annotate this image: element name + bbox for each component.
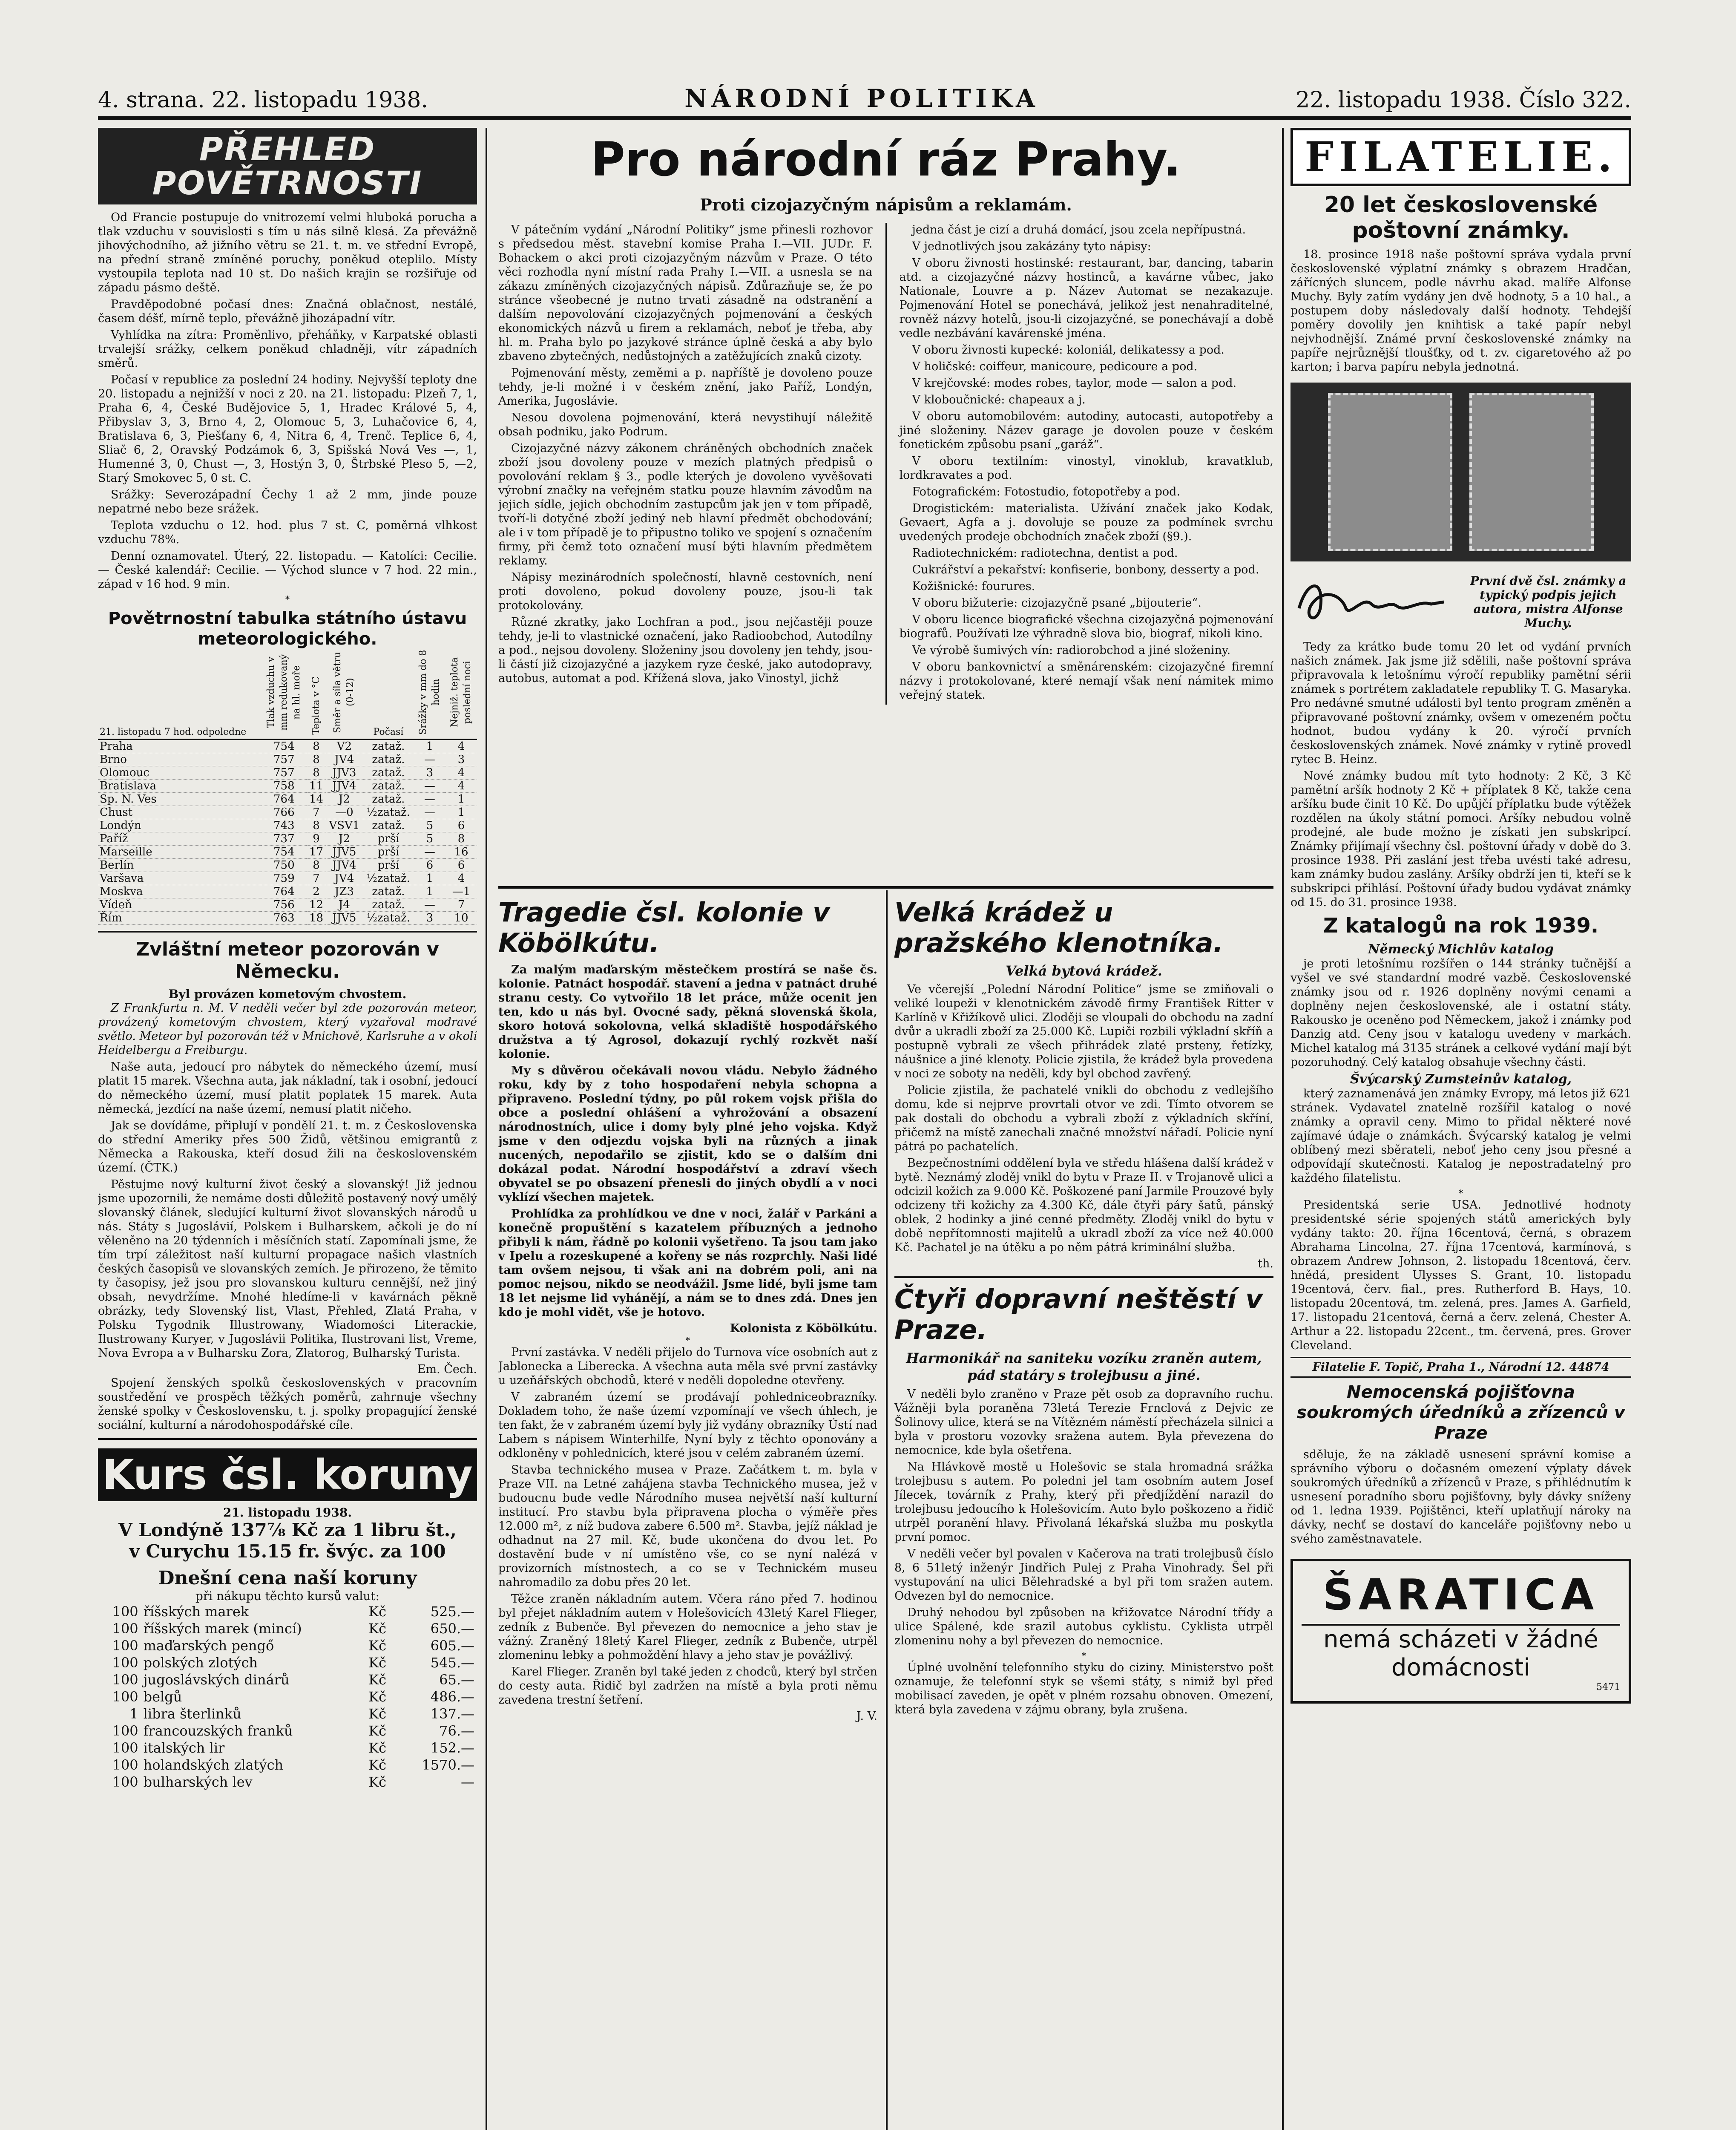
met-cell: 7	[445, 898, 477, 912]
header-right: 22. listopadu 1938. Číslo 322.	[1296, 87, 1631, 113]
main-para: jedna část je cizí a druhá domácí, jsou zcela nepřípustná.	[912, 223, 1246, 236]
currency-cell: jugoslávských dinárů	[143, 1672, 290, 1688]
met-cell: 763	[262, 912, 307, 925]
philately-para: Presidentská serie USA. Jednotlivé hodnoty presidentské série spojených států amerických byly vydány takto: 20. října 16centová, černá, s obrazem Abrahama Lincolna, 27. října 17centová, karmínová, s obrazem Andrew Johnson, 2. listopadu 18centová, červ. hnědá, president Ulysses S. Grant, 10. listopadu 19centová, červ. fial., pres. Rutherford B. Hays, 10. listopadu 20centová, tm. zelená, pres. James A. Garfield, 17. listopadu 21centová, černá a červ. zelená, Chester A. Arthur a 22. listopadu 22cent., tm. červená, pres. Grover Cleveland.	[1291, 1198, 1631, 1352]
met-table-row	[98, 885, 477, 898]
met-table-row	[98, 872, 477, 885]
colony-lead: My s důvěrou očekávali novou vládu. Nebylo žádného roku, kdy by z toho hospodaření nebyla schopna a připraveno. Poslední týdny, po půl rokem vojsk přišla do obce a poslední ohlášení a vyhrožování a obsazení národnostních, ulice i domy byly plné jeho vojska. Když jsme v den odjezdu vojska byli na různých a jinak nucených, nepodařilo se zjistit, kdo se o dalším dni dokázal podat. Národní hospodářství a zdraví všech obyvatel se po obsazení přenesli do jiných obydlí a v noci vyklízí všechen majetek.	[498, 1064, 877, 1204]
colony-signature-2: J. V.	[856, 1710, 877, 1723]
weather-banner: PŘEHLED POVĚTRNOSTI	[98, 128, 477, 204]
weather-para: Pravděpodobné počasí dnes: Značná oblačnost, nestálé, časem déšť, mírně teplo, převážně jihozápadní vítr.	[98, 298, 477, 325]
currency-cell: libra šterlinků	[143, 1706, 241, 1722]
currency-cell: 137.—	[430, 1706, 474, 1722]
met-cell: J2	[326, 832, 363, 846]
weather-para: Vyhlídka na zítra: Proměnlivo, přeháňky, v Karpatské oblasti trvalejší srážky, celkem poněkud chladněji, vítr západních směrů.	[98, 328, 477, 370]
met-cell: 756	[262, 898, 307, 912]
main-para: V oboru licence biografické všechna cizojazyčná pojmenování biografů. Používati lze výhradně slova bio, biograf, nikoli kino.	[899, 613, 1273, 640]
main-col-a	[498, 223, 873, 705]
currency-cell: 100	[112, 1672, 138, 1688]
main-para: Různé zkratky, jako Lochfran a pod., jsou nejčastěji pouze tehdy, je-li to vlastnické označení, jako Radioobchod, Autodílny a pod., nejsou dovoleny. Složeniny jsou dovoleny jen tehdy, jsou-li částí již cizojazyčné a jazykem ryze české, jako autodopravy, autobus, automat a pod. Křížená slova, jako Vinostyl, jichž	[498, 616, 873, 685]
main-para: V pátečním vydání „Národní Politiky“ jsme přinesli rozhovor s předsedou měst. stavební komise Praha I.—VII. JUDr. F. Bohackem o akci proti cizojazyčným názvům v Praze. O této věci rozhodla nyní místní rada Prahy I.—VII. a usnesla se na zákazu zmíněných cizojazyčných nápisů. Zdůrazňuje se, že po stránce všeobecné je nutno trvati zásadně na odstranění a dalším nepovolování cizojazyčných pojmenování a českých ekonomických názvů u firem a reklamách, neboť je třeba, aby hl. m. Praha bylo po jazykové stránce úplně česká a aby bylo zbaveno zbytečných, nedůstojných a zatěžujících znaků cizoty.	[498, 223, 873, 363]
currency-cell: Kč	[368, 1655, 387, 1671]
currency-cell: Kč	[368, 1689, 387, 1705]
stamps-photo	[1291, 383, 1631, 561]
met-cell: JJV4	[326, 780, 363, 793]
main-para: Drogistickém: materialista. Užívání značek jako Kodak, Gevaert, Agfa a j. dovoluje se pouze za podmínek svrchu uvedených prodeje obchodních značek zboží (§9.).	[899, 502, 1273, 543]
met-col-head: 21. listopadu 7 hod. odpoledne	[98, 653, 262, 740]
met-table-title: Povětrnostní tabulka státního ústavu meteorologického.	[108, 609, 467, 649]
currency-cell: francouzských franků	[143, 1723, 293, 1739]
insurance-title: Nemocenská pojišťovna soukromých úředníků a zřízenců v Praze	[1296, 1382, 1625, 1443]
met-col-head: Počasí	[363, 653, 414, 740]
met-cell: Berlín	[98, 859, 262, 872]
met-cell: Moskva	[98, 885, 262, 898]
theft-title: Velká krádež u pražského klenotníka.	[894, 897, 1224, 958]
main-para: V jednotlivých jsou zakázány tyto nápisy:	[912, 240, 1151, 253]
met-cell: V2	[326, 740, 363, 753]
met-cell: zataž.	[363, 819, 414, 832]
currency-cell: 525.—	[430, 1603, 474, 1620]
currency-title: Kurs čsl. koruny	[98, 1448, 477, 1501]
met-cell: 3	[414, 912, 445, 925]
met-cell: —1	[445, 885, 477, 898]
philately-heading: 20 let československé poštovní známky.	[1324, 192, 1598, 243]
colony-signature: Kolonista z Köbölkútu.	[730, 1322, 877, 1335]
met-cell: 6	[445, 819, 477, 832]
main-col-b	[900, 223, 1274, 705]
met-table-row	[98, 766, 477, 780]
column-rule	[886, 890, 888, 2130]
ad-brand: ŠARATICA	[1302, 1570, 1620, 1626]
met-cell: 1	[445, 806, 477, 819]
currency-cell: 100	[112, 1603, 138, 1620]
news-item: Naše auta, jedoucí pro nábytek do německého území, musí platit 15 marek. Všechna auta, jak nákladní, tak i osobní, jedoucí do německého území, musí platit poplatek 15 marek. Auta německá, jezdící na naše území, nemusí platit ničeho.	[98, 1060, 477, 1116]
news-signature: Em. Čech.	[417, 1363, 477, 1376]
currency-cell: Kč	[368, 1638, 387, 1654]
main-para: V oboru bankovnictví a směnárenském: cizojazyčné firemní názvy i protokolované, které nemají však není námitek mimo veřejný statek.	[899, 660, 1273, 702]
met-cell: Olomouc	[98, 766, 262, 780]
catalog-subheading: Německý Michlův katalog	[1368, 942, 1554, 957]
column-rule	[486, 128, 487, 2130]
currency-row	[98, 1688, 477, 1705]
met-cell: JJV5	[326, 912, 363, 925]
met-cell: 750	[262, 859, 307, 872]
met-table	[98, 650, 477, 925]
met-cell: JJV3	[326, 766, 363, 780]
currency-cell: —	[461, 1774, 474, 1790]
weather-para: Počasí v republice za poslední 24 hodiny. Nejvyšší teploty dne 20. listopadu a nejnižší v noci z 20. na 21. listopadu: Plzeň 7, 1, Praha 6, 4, České Budějovice 5, 1, Hradec Králové 5, 4, Přibyslav 3, 3, Brno 4, 2, Olomouc 5, 3, Luhačovice 6, 4, Bratislava 6, 3, Piešťany 6, 4, Nitra 6, 4, Trenč. Teplice 6, 4, Sliač 6, 2, Oravský Podzámok 6, 3, Spišská Nová Ves —, 1, Humenné 3, 0, Chust —, 3, Hostýn 3, 0, Štrbské Pleso 5, —2, Starý Smokovec 5, 0 st. C.	[98, 373, 477, 485]
ad-code: 5471	[1596, 1682, 1620, 1692]
currency-cell: holandských zlatých	[143, 1757, 284, 1773]
currency-row	[98, 1603, 477, 1620]
met-cell: prší	[363, 832, 414, 846]
accidents-para: V neděli večer byl povalen v Kačerova na trati trolejbusů číslo 8, 6 51letý inženýr Jindřich Pulej z Praha Vinohrady. Šel při vystupování na ulici Bělehradské a byl při tom sražen autem. Odvezen byl do nemocnice.	[894, 1547, 1273, 1603]
stamp-image	[1469, 393, 1594, 551]
currency-cell: Kč	[368, 1621, 387, 1637]
mucha-signature	[1291, 570, 1452, 634]
meteor-title: Zvláštní meteor pozorován v Německu.	[136, 938, 439, 982]
met-cell: 8	[307, 766, 326, 780]
currency-row	[98, 1739, 477, 1756]
met-cell: 7	[307, 806, 326, 819]
currency-cell: 545.—	[430, 1655, 474, 1671]
weather-column: PŘEHLED POVĚTRNOSTI Od Francie postupuje do vnitrozemí velmi hluboká porucha a tlak vzduchu v souvislosti s tím u nás silně klesá. Za převážně jihovýchodního, až jižního větru se 21. t. m. ve střední Evropě, na přední straně zmíněné poruchy, poněkud oteplilo. Místy vystoupila teplota nad 10 st. Do našich krajin se rozšiřuje od západu pásmo deště. Pravděpodobné počasí dnes: Značná oblačnost, nestálé, časem déšť, mírně teplo, převážně jihozápadní vítr. Vyhlídka na zítra: Proměnlivo, přeháňky, v Karpatské oblasti trvalejší srážky, celkem poněkud chladněji, vítr západních směrů. Počasí v republice za poslední 24 hodiny. Nejvyšší teploty dne 20. listopadu a nejnižší v noci z 20. na 21. listopadu: Plzeň 7, 1, Praha 6, 4, České Budějovice 5, 1, Hradec Králové 5, 4, Přibyslav 3, 3, Brno 4, 2, Olomouc 5, 3, Luhačovice 6, 4, Bratislava 6, 3, Piešťany 6, 4, Nitra 6, 4, Trenč. Teplice 6, 4, Sliač 6, 2, Oravský Podzámok 6, 3, Spišská Nová Ves —, 1, Humenné 3, 0, Chust —, 3, Hostýn 3, 0, Štrbské Pleso 5, —2, Starý Smokovec 5, 0 st. C. Srážky: Severozápadní Čechy 1 až 2 mm, jinde pouze nepatrné nebo beze srážek. Teplota vzduchu o 12. hod. plus 7 st. C, poměrná vlhkost vzduchu 78%. Denní oznamovatel. Úterý, 22. listopadu. — Katolíci: Cecilie. — České kalendář: Cecilie. — Východ slunce v 7 hod. 22 min., západ v 16 hod. 9 min. * Povětrnostní tabulka státního ústavu meteorologického. 21. listopadu 7 hod. odpoledne Tlak vzduchu v mm redukovaný na hl. moře Teplota v °C Směr a síla větru (0-12) Počasí Srážky v mm do 8 hodin Nejniž. teplota poslední noci Praha 754 8 V2 zataž. 1 4 Brno 757 8 JV4 zataž. — 3 Olomouc 757 8 JJV3 zataž. 3 4 Bratislava 758 11 JJV4 zataž. — 4 Sp. N. Ves 764 14 J2 zataž. — 1 Chust 766 7 —0 ½zataž. — 1 Londýn 743 8 VSV1 zataž. 5 6 Paříž 737 9 J2 prší 5 8 Marseille 754 17 JJV5 prší — 16 Berlín 750 8 JJV4 prší 6 6 Varšava 759 7 JV4 ½zataž. 1 4 Moskva 764 2 JZ3 zataž. 1 —1 Vídeň 756 12 J4 zataž. — 7 Řím 763 18 JJV5 ½zataž. 3 10 Zvláštní meteor pozorován v Německu. Byl provázen kometovým chvostem. Z Frankfurtu n. M. V neděli večer byl zde pozorován meteor, provázený kometovým chvostem, který vyzařoval modravé světlo. Meteor byl pozorován též v Mnichově, Karlsruhe a v okolí Heidelbergu a Freiburgu. Naše auta, jedoucí pro nábytek do německého území, musí platit 15 marek. Všechna auta, jak nákladní, tak i osobní, jedoucí do německého území, musí platit poplatek 15 marek. Auta německá, jezdící na naše území, nemusí platit ničeho. Jak se dovídáme, připlují v pondělí 21. t. m. z Československa do střední Ameriky přes 500 Židů, většinou emigrantů z Německa a Rakouska, kteří dosud žili na československém území. (ČTK.) Pěstujme nový kulturní život český a slovanský! Již jednou jsme upozornili, že nemáme dosti důležitě postavený nový umělý slovanský článek, sledující kulturní život slovanských národů u nás. Státy s Jugoslávií, Polskem i Bulharskem, ačkoli je do ní věleněno na 20 týdenních i měsíčních statí. Zapomínali jsme, že tím trpí záležitost naší kulturní propagace našich vlastních českých časopisů ve slovanských zemích. Je přirozeno, že těmito ty časopisy, jež jsou pro slovanskou kulturu cennější, než jiný obsah, nevydržíme. Mnohé hledíme-li v kavárnách pěkně obrázky, tedy Slovenský list, Vlast, Přehled, Zlatá Praha, v Polsku Tygodnik Illustrowany, Wiadomości Literackie, Ilustrowany Kuryer, v Jugoslávii Politika, Ilustrovani list, Vreme, Nova Evropa a v Bulharsku Zora, Zlatorog, Bulharský Turista. Em. Čech. Spojení ženských spolků československých v pracovním soustředění ve prospěch těžkých poměrů, zahrnuje všechny ženské spolky v Československu, t. j. spolky propagující ženské sociální, kulturní a národohospodářské cíle. Kurs čsl. koruny 21. listopadu 1938. V Londýně 137⅞ Kč za 1 libru št., v Curychu 15.15 fr. švýc. za 100 Dnešní cena naší koruny při nákupu těchto kursů valut: 100 říšských marek Kč 525.— 100 říšských marek (mincí) Kč 650.— 100 maďarských pengő Kč 605.— 100 polských zlotých Kč 545.— 100 jugoslávských dinárů Kč 65.— 100 belgů Kč 486.— 1 libra šterlinků Kč 137.— 100 francouzských franků Kč 76.— 100 italských lir Kč 152.— 100 holandských zlatých Kč 1570.— 100 bulharských lev Kč —	[98, 128, 477, 2130]
met-cell: 754	[262, 846, 307, 859]
main-para: Kožišnické: fourures.	[912, 580, 1035, 593]
met-cell: prší	[363, 846, 414, 859]
met-cell: zataž.	[363, 793, 414, 806]
met-cell: Chust	[98, 806, 262, 819]
met-cell: prší	[363, 859, 414, 872]
currency-zurich: v Curychu 15.15 fr. švýc. za 100	[129, 1541, 446, 1562]
met-table-row	[98, 859, 477, 872]
met-cell: 759	[262, 872, 307, 885]
weather-para: Denní oznamovatel. Úterý, 22. listopadu. — Katolíci: Cecilie. — České kalendář: Cecilie. — Východ slunce v 7 hod. 22 min., západ v 16 hod. 9 min.	[98, 550, 477, 591]
main-para: V krejčovské: modes robes, taylor, mode — salon a pod.	[912, 377, 1237, 390]
currency-cell: 76.—	[439, 1723, 474, 1739]
ad-slogan: nemá scházeti v žádné domácnosti	[1323, 1626, 1598, 1681]
met-table-row	[98, 819, 477, 832]
met-cell: —	[414, 753, 445, 766]
met-col-head: Směr a síla větru (0-12)	[332, 651, 356, 733]
currency-cell: Kč	[368, 1757, 387, 1773]
currency-row	[98, 1654, 477, 1671]
weather-para: Teplota vzduchu o 12. hod. plus 7 st. C, poměrná vlhkost vzduchu 78%.	[98, 519, 477, 546]
philately-para: 18. prosince 1918 naše poštovní správa vydala první československé výplatní známky s obrazem Hradčan, zářícných sluncem, podle návrhu akad. malíře Alfonse Muchy. Byly zatím vydány jen dvě hodnoty, 5 a 10 hal., a postupem doby následovaly další hodnoty. Tehdejší poměry dovolily jen knihtisk a také papír nebyl nejvhodnější. Známé první československé známky na papíře nejrůznější tloušťky, od t. zv. cigaretového až po karton; i barva papíru nebyla jednotná.	[1291, 248, 1631, 374]
met-cell: 764	[262, 793, 307, 806]
met-cell: 5	[414, 819, 445, 832]
met-table-row	[98, 780, 477, 793]
met-cell: 11	[307, 780, 326, 793]
main-title: Pro národní ráz Prahy.	[591, 132, 1181, 187]
currency-cell: Kč	[368, 1740, 387, 1756]
accidents-subtitle: Harmonikář na saniteku vozíku zraněn autem, pád statáry s trolejbusu a jiné.	[906, 1350, 1262, 1383]
currency-cell: říšských marek	[143, 1603, 249, 1620]
currency-cell: 100	[112, 1655, 138, 1671]
currency-london: V Londýně 137⅞ Kč za 1 libru št.,	[118, 1520, 457, 1540]
currency-cell: Kč	[368, 1603, 387, 1620]
met-cell: —	[414, 898, 445, 912]
main-para: Radiotechnickém: radiotechna, dentist a pod.	[912, 547, 1178, 560]
met-col-head: Nejniž. teplota poslední noci	[449, 657, 473, 728]
main-para: V oboru živnosti hostinské: restaurant, bar, dancing, tabarin atd. a cizojazyčné názvy hostinců, a kavárne vůbec, jako Nationale, Louvre a p. Název Automat se nezakazuje. Pojmenování Hotel se ponechává, jelikož jest nenahraditelné, rovněž názvy hotelů, jsou-li cizojazyčné, se ponechávají a době vedle nezbávání kavárenské jména.	[899, 256, 1273, 340]
theft-subtitle: Velká bytová krádež.	[1006, 963, 1162, 979]
currency-cell: 100	[112, 1774, 138, 1790]
currency-cell: Kč	[368, 1672, 387, 1688]
met-cell: 3	[414, 766, 445, 780]
main-article	[498, 128, 1273, 878]
met-cell: JV4	[326, 753, 363, 766]
currency-cell: 152.—	[430, 1740, 474, 1756]
section-rule	[498, 886, 1273, 889]
theft-para: Policie zjistila, že pachatelé vnikli do obchodu z vedlejšího domu, kde si nejprve provrtali otvor ve zdi. Tímto otvorem se pak dostali do obchodu a vybrali zboží z výkladních skříní, přičemž na místě zanechali značné množství nářadí. Policie nyní pátrá po pachatelích.	[894, 1084, 1273, 1153]
catalog-subheading: Švýcarský Zumsteinův katalog,	[1350, 1072, 1572, 1087]
currency-row	[98, 1773, 477, 1790]
met-cell: 754	[262, 740, 307, 753]
philately-footer: Filatelie F. Topič, Praha 1., Národní 12. 44874	[1291, 1357, 1631, 1378]
met-cell: 4	[445, 872, 477, 885]
met-cell: zataž.	[363, 766, 414, 780]
colony-title: Tragedie čsl. kolonie v Köbölkútu.	[498, 897, 830, 958]
philately-title: FILATELIE.	[1291, 128, 1631, 186]
met-cell: 4	[445, 740, 477, 753]
philately-para: je proti letošnímu rozšířen o 144 stránky tučnější a vyšel ve své standardní modré vazbě. Československé známky jsou od r. 1926 doplněny novými cenami a doplněny nejen československé, ale i ostatní státy. Rakousko je oceněno pod Německem, jakož i známky pod Danzig atd. Ceny jsou v katalogu uvedeny v markách. Michel katalog má 3135 stránek a celkové vydání mají být pozoruhodný. Celý katalog obsahuje všechny části.	[1291, 957, 1631, 1069]
met-cell: —	[414, 846, 445, 859]
met-cell: 8	[307, 740, 326, 753]
met-cell: ½zataž.	[363, 912, 414, 925]
met-cell: Brno	[98, 753, 262, 766]
met-cell: JV4	[326, 872, 363, 885]
currency-cell: bulharských lev	[143, 1774, 253, 1790]
met-cell: 16	[445, 846, 477, 859]
currency-cell: 100	[112, 1723, 138, 1739]
met-cell: 3	[445, 753, 477, 766]
theft-para: Ve včerejší „Polední Národní Politice“ jsme se zmiňovali o veliké loupeži v klenotnickém závodě firmy František Ritter v Karlíně v Křižíkově ulici. Zloději se vloupali do obchodu na zadní dvůr a ukradli zboží za 25.000 Kč. Lupiči rozbili výkladní skříň a postupně vybrali ze všech přihrádek zlaté prsteny, řetízky, náušnice a jiné klenoty. Policie zjistila, že krádež byla provedena v noci ze soboty na neděli, kdy byl obchod zavřený.	[894, 983, 1273, 1080]
met-cell: —0	[326, 806, 363, 819]
met-cell: 6	[445, 859, 477, 872]
currency-cell: italských lir	[143, 1740, 225, 1756]
met-cell: 1	[414, 740, 445, 753]
theft-article: Velká krádež u pražského klenotníka. Velká bytová krádež. Ve včerejší „Polední Národní Politice“ jsme se zmiňovali o veliké loupeži v klenotnickém závodě firmy František Ritter v Karlíně v Křižíkově ulici. Zloději se vloupali do obchodu na zadní dvůr a ukradli zboží za 25.000 Kč. Lupiči rozbili výkladní skříň a postupně vybrali ze všech přihrádek zlaté prsteny, řetízky, náušnice a jiné klenoty. Policie zjistila, že krádež byla provedena v noci ze soboty na neděli, kdy byl obchod zavřený. Policie zjistila, že pachatelé vnikli do obchodu z vedlejšího domu, kde si nejprve provrtali otvor ve zdi. Tímto otvorem se pak dostali do obchodu a vybrali zboží z výkladních skříní, přičemž na místě zanechali značné množství nářadí. Policie nyní pátrá po pachatelích. Bezpečnostními oddělení byla ve středu hlášena další krádež v bytě. Neznámý zloděj vnikl do bytu v Praze II. v Trojanově ulici a odcizil kožich za 9.000 Kč. Poškozené paní Jarmile Prouzové byly odcizeny tři kožichy za 4.300 Kč, dále čtyři páry šatů, pánský oblek, 2 hodinky a jiné cenné předměty. Zloděj vnikl do bytu v době nepřítomnosti majitelů a ukradl zboží za více než 40.000 Kč. Pachatel je na útěku a po něm pátrá kriminální služba. th. Čtyři dopravní neštěstí v Praze. Harmonikář na saniteku vozíku zraněn autem, pád statáry s trolejbusu a jiné. V neděli bylo zraněno v Praze pět osob za dopravního ruchu. Vážněji byla poraněna 73letá Terezie Frnclová z Dejvic ze Šolinovy ulice, která se na Vítězném náměstí přecházela silnici a byla v prostoru vozovky sražena autem. Byla převezena do nemocnice, kde byla ošetřena. Na Hlávkově mostě u Holešovic se stala hromadná srážka trolejbusu s autem. Po poledni jel tam osobním autem Josef Jílecek, továrník z Prahy, který při předjíždění narazil do trolejbusu jedoucího k Holešovicím. Auto bylo poškozeno a řidič utrpěl poranění hlavy. Přivolaná lékařská služba mu poskytla první pomoc. V neděli večer byl povalen v Kačerova na trati trolejbusů číslo 8, 6 51letý inženýr Jindřich Pulej z Praha Vinohrady. Šel při vystupování na ulici Bělehradské a byl při tom sražen autem. Odvezen byl do nemocnice. Druhý nehodou byl způsoben na křižovatce Národní třídy a ulice Spálené, kde srazil autobus cyklistu. Cyklista utrpěl zlomeninu nohy a byl převezen do nemocnice. * Úplné uvolnění telefonního styku do ciziny. Ministerstvo pošt oznamuje, že telefonní styk se všemi státy, s nimiž byl před mobilisací zaveden, je opět v plném rozsahu obnoven. Omezení, která byla zavedena v zájmu obrany, byla zrušena.	[894, 897, 1273, 1716]
met-cell: 766	[262, 806, 307, 819]
main-para: V oboru automobilovém: autodiny, autocasti, autopotřeby a jiné složeniny. Název garage je dovolen pouze v českém fonetickém způsobu psaní „garáž“.	[899, 410, 1273, 451]
currency-table-subtitle: při nákupu těchto kursů valut:	[195, 1589, 380, 1603]
colony-news: V zabraném území se prodávají pohledniceobrazníky. Dokladem toho, že naše území vzpomínají ve všech úhlech, je ten fakt, že v zabraném území byly již vydány obrazníky Ústí nad Labem s nápisem Winterhilfe, Nyní byly z těchto oponovány a odkloněny v pohlednicích, které jsou v celém zabraném území.	[498, 1390, 877, 1460]
met-cell: ½zataž.	[363, 872, 414, 885]
met-cell: —	[414, 793, 445, 806]
met-cell: 5	[414, 832, 445, 846]
accidents-para: Druhý nehodou byl způsoben na křižovatce Národní třídy a ulice Spálené, kde srazil autobus cyklistu. Cyklista utrpěl zlomeninu nohy a byl převezen do nemocnice.	[894, 1606, 1273, 1647]
met-cell: Praha	[98, 740, 262, 753]
met-col-head: Teplota v °C	[310, 676, 322, 735]
colony-news: Těžce zraněn nákladním autem. Včera ráno před 7. hodinou byl přejet nákladním autem v Holešovicích 43letý Karel Flieger, zedník z Bubenče. Byl převezen do nemocnice a jeho stav je vážný. Zraněný 18letý Karel Flieger, zedník z Bubenče, utrpěl zlomeninu lebky a pohmoždění hlavy a jeho stav je povážlivý.	[498, 1592, 877, 1662]
currency-cell: 486.—	[430, 1689, 474, 1705]
currency-row	[98, 1620, 477, 1637]
currency-cell: 100	[112, 1757, 138, 1773]
currency-row	[98, 1756, 477, 1773]
main-para: Nesou dovolena pojmenování, která nevystihují náležitě obsah podniku, jako Podrum.	[498, 411, 873, 438]
met-table-row	[98, 793, 477, 806]
page-header	[98, 83, 1631, 120]
currency-cell: Kč	[368, 1706, 387, 1722]
met-cell: —	[414, 806, 445, 819]
currency-cell: 100	[112, 1689, 138, 1705]
met-cell: 1	[445, 793, 477, 806]
philately-para: Nové známky budou mít tyto hodnoty: 2 Kč, 3 Kč pamětní aršík hodnoty 2 Kč + příplatek 8 Kč, takže cena aršíku bude činit 10 Kč. Do upůjčí příplatku bude výtěžek rozdělen na úkoly státní pomoci. Aršíky nebudou volně prodejné, ale bude možno je získati jen subskripcí. Známky přijímají všechny čsl. poštovní úřady v době do 3. prosince 1938. Při zaslání jest třeba uvésti také adresu, kam známky budou zaslány. Aršíky obdrží jen ti, kteří se k subskripci přihlásí. Poštovní úřady budou vydávat známky od 15. do 31. prosince 1938.	[1291, 769, 1631, 909]
met-cell: 8	[307, 859, 326, 872]
met-cell: JZ3	[326, 885, 363, 898]
theft-para: Bezpečnostními oddělení byla ve středu hlášena další krádež v bytě. Neznámý zloděj vnikl do bytu v Praze II. v Trojanově ulici a odcizil kožich za 9.000 Kč. Poškozené paní Jarmile Prouzové byly odcizeny tři kožichy za 4.300 Kč, dále čtyři páry šatů, pánský oblek, 2 hodinky a jiné cenné předměty. Zloděj vnikl do bytu v době nepřítomnosti majitelů a ukradl zboží za více než 40.000 Kč. Pachatel je na útěku a po něm pátrá kriminální služba.	[894, 1157, 1273, 1254]
header-left: 4. strana. 22. listopadu 1938.	[98, 87, 428, 113]
colony-news: První zastávka. V neděli přijelo do Turnova více osobních aut z Jablonecka a Liberecka. A všechna auta měla své první zastávky u uzeňářských obchodů, které v neděli dopoledne otevřeny.	[498, 1346, 877, 1387]
colony-news: Stavba technického musea v Praze. Začátkem t. m. byla v Praze VII. na Letné zahájena stavba Technického musea, jež v budoucnu bude vedle Národního musea největší naší kulturní institucí. Pro stavbu byla připravena plocha o výměře přes 12.000 m², z níž budova zabere 6.500 m². Stavba, jejíž náklad je odhadnut na 27 mil. Kč, bude ukončena do dvou let. Po dostavění bude v ní umístěno vše, co se nyní nalézá v provizorních místnostech, a co se v Technickém museu nahromadilo za dobu přes 20 let.	[498, 1463, 877, 1589]
met-cell: 8	[445, 832, 477, 846]
colony-lead: Prohlídka za prohlídkou ve dne v noci, žalář v Parkáni a konečně propuštění s kazatelem příbuzných a jednoho přibyli k nám, řádně po kolonii vyšetřeno. Ta jsou tam jako v Ipelu a rozeskupené a kořeny se nás rozprchly. Naši lidé tam ovšem nejsou, ti však ani na dobrém poli, ani na pomoc nejsou, nikdo se neodvážil. Jsme lidé, byli jsme tam 18 let nejsme lid vyhánějí, a nám se to dnes zdá. Dnes jen kdo je mohl vidět, vše je hotovo.	[498, 1207, 877, 1319]
met-cell: Marseille	[98, 846, 262, 859]
stamp-image	[1328, 393, 1452, 551]
news-item: Jak se dovídáme, připlují v pondělí 21. t. m. z Československa do střední Ameriky přes 500 Židů, většinou emigrantů z Německa a Rakouska, kteří dosud žili na československém území. (ČTK.)	[98, 1119, 477, 1174]
met-cell: 743	[262, 819, 307, 832]
met-cell: 10	[445, 912, 477, 925]
met-col-head: Srážky v mm do 8 hodin	[417, 650, 441, 735]
philately-column: FILATELIE. 20 let československé poštovní známky. 18. prosince 1918 naše poštovní správa vydala první československé výplatní známky s obrazem Hradčan, zářícných sluncem, podle návrhu akad. malíře Alfonse Muchy. Byly zatím vydány jen dvě hodnoty, 5 a 10 hal., a postupem doby následovaly další hodnoty. Tehdejší poměry dovolily jen knihtisk a také papír nebyl nejvhodnější. Známé první československé známky na papíře nejrůznější tloušťky, od t. zv. cigaretového až po karton; i barva papíru nebyla jednotná. První dvě čsl. známky a typický podpis jejich autora, mistra Alfonse Muchy. Tedy za krátko bude tomu 20 let od vydání prvních našich známek. Jak jsme již sdělili, naše poštovní správa připravovala k letošnímu výročí republiky pamětní sérii známek s portrétem zakladatele republiky T. G. Masaryka. Pro nedávné smutné události byl tento program změněn a připravované poštovní známky, ovšem v omezeném počtu hodnot, budou vydány k 20. výročí prvních československých známek. Nové známky v rytině provedl rytec B. Heinz. Nové známky budou mít tyto hodnoty: 2 Kč, 3 Kč pamětní aršík hodnoty 2 Kč + příplatek 8 Kč, takže cena aršíku bude činit 10 Kč. Do upůjčí příplatku bude výtěžek rozdělen na úkoly státní pomoci. Aršíky nebudou volně prodejné, ale bude možno je získati jen subskripcí. Známky přijímají všechny čsl. poštovní úřady v době do 3. prosince 1938. Při zaslání jest třeba uvésti také adresu, kam známky budou zaslány. Aršíky obdrží jen ti, kteří se k subskripci přihlásí. Poštovní úřady budou vydávat známky od 15. do 31. prosince 1938. Z katalogů na rok 1939. Německý Michlův katalog je proti letošnímu rozšířen o 144 stránky tučnější a vyšel ve své standardní modré vazbě. Československé známky jsou od r. 1926 doplněny novými cenami a doplněny nejen československé, ale i ostatní státy. Rakousko je oceněno pod Německem, jakož i známky pod Danzig atd. Ceny jsou v katalogu uvedeny v markách. Michel katalog má 3135 stránek a celkové vydání mají být pozoruhodný. Celý katalog obsahuje všechny části. Švýcarský Zumsteinův katalog, který zaznamenává jen známky Evropy, má letos již 621 stránek. Vydavatel znatelně rozšířil katalog o nové známky a opravil ceny. Mimo to přidal některé nové zajímavé údaje o známkách. Švýcarský katalog je velmi oblíbený mezi sběrateli, neboť jeho ceny jsou přesné a odpovídají skutečnosti. Katalog je nepostradatelný pro každého filatelistu. * Presidentská serie USA. Jednotlivé hodnoty presidentské série spojených států amerických byly vydány takto: 20. října 16centová, černá, s obrazem Abrahama Lincolna, 27. října 17centová, karmínová, s obrazem Andrew Johnson, 2. listopadu 18centová, červ. hnědá, president Ulysses S. Grant, 10. listopadu 19centová, červ. fial., pres. Rutherford B. Hays, 10. listopadu 20centová, tm. zelená, pres. James A. Garfield, 17. listopadu 21centová, černá a červ. zelená, Chester A. Arthur a 22. listopadu 22cent., tm. červená, pres. Grover Cleveland. Filatelie F. Topič, Praha 1., Národní 12. 44874 Nemocenská pojišťovna soukromých úředníků a zřízenců v Praze sděluje, že na základě usnesení správní komise a správního výboru o dočasném omezení výplaty dávek soukromých úředníků a zřízenců v Praze, s přihlédnutím k usnesení poradního sboru pojišťovny, byly dávky sníženy od 1. ledna 1939. Pojištěnci, kteří uplatňují nároky na dávky, nechť se dostaví do kanceláře pojišťovny nebo u svého zaměstnavatele. ŠARATICA nemá scházeti v žádné domácnosti 5471	[1291, 128, 1631, 2130]
accidents-para: V neděli bylo zraněno v Praze pět osob za dopravního ruchu. Vážněji byla poraněna 73letá Terezie Frnclová z Dejvic ze Šolinovy ulice, která se na Vítězném náměstí přecházela silnici a byla v prostoru vozovky sražena autem. Byla převezena do nemocnice, kde byla ošetřena.	[894, 1387, 1273, 1457]
main-para: V oboru bižuterie: cizojazyčně psané „bijouterie“.	[912, 596, 1201, 610]
news-item: Spojení ženských spolků československých v pracovním soustředění ve prospěch těžkých poměrů, zahrnuje všechny ženské spolky v Československu, t. j. spolky propagující ženské sociální, kulturní a národohospodářské cíle.	[98, 1376, 477, 1432]
currency-cell: 650.—	[430, 1621, 474, 1637]
currency-cell: belgů	[143, 1689, 182, 1705]
met-cell: 737	[262, 832, 307, 846]
currency-cell: 100	[112, 1621, 138, 1637]
met-cell: zataž.	[363, 753, 414, 766]
met-cell: Sp. N. Ves	[98, 793, 262, 806]
news-item: Pěstujme nový kulturní život český a slovanský! Již jednou jsme upozornili, že nemáme dosti důležitě postavený nový umělý slovanský článek, sledující kulturní život slovanských národů u nás. Státy s Jugoslávií, Polskem i Bulharskem, ačkoli je do ní věleněno na 20 týdenních i měsíčních statí. Zapomínali jsme, že tím trpí záležitost naší kulturní propagace našich vlastních českých časopisů ve slovanských zemích. Je přirozeno, že těmito ty časopisy, jež jsou pro slovanskou kulturu cennější, než jiný obsah, nevydržíme. Mnohé hledíme-li v kavárnách pěkně obrázky, tedy Slovenský list, Vlast, Přehled, Zlatá Praha, v Polsku Tygodnik Illustrowany, Wiadomości Literackie, Ilustrowany Kuryer, v Jugoslávii Politika, Ilustrovani list, Vreme, Nova Evropa a v Bulharsku Zora, Zlatorog, Bulharský Turista.	[98, 1178, 477, 1360]
met-cell: 8	[307, 819, 326, 832]
met-table-row	[98, 753, 477, 766]
main-para: Pojmenování městy, zeměmi a p. napříště je dovoleno pouze tehdy, je-li možné i v českém znění, jako Paříž, Londýn, Amerika, Jugoslávie.	[498, 366, 873, 408]
accidents-title: Čtyři dopravní neštěstí v Praze.	[894, 1284, 1263, 1345]
masthead: NÁRODNÍ POLITIKA	[684, 84, 1040, 113]
met-cell: 4	[445, 780, 477, 793]
currency-cell: 1570.—	[422, 1757, 474, 1773]
currency-date: 21. listopadu 1938.	[223, 1505, 352, 1520]
met-cell: 1	[414, 885, 445, 898]
currency-cell: polských zlotých	[143, 1655, 258, 1671]
met-cell: 8	[307, 753, 326, 766]
theft-signature: th.	[1258, 1257, 1273, 1270]
currency-table-title: Dnešní cena naší koruny	[158, 1567, 417, 1589]
signature-caption: První dvě čsl. známky a typický podpis jejich autora, mistra Alfonse Muchy.	[1470, 574, 1627, 630]
currency-row	[98, 1722, 477, 1739]
met-cell: zataž.	[363, 780, 414, 793]
currency-cell: 100	[112, 1638, 138, 1654]
currency-table	[98, 1603, 477, 1790]
met-table-row	[98, 740, 477, 753]
main-para: V holičské: coiffeur, manicoure, pedicoure a pod.	[912, 360, 1198, 373]
met-table-body	[98, 740, 477, 925]
met-cell: Paříž	[98, 832, 262, 846]
met-table-row	[98, 898, 477, 912]
colony-lead: Za malým maďarským městečkem prostírá se naše čs. kolonie. Patnáct hospodář. stavení a jedna v patnáct druhé stranu cesty. Co vytvořilo 18 let práce, může ocenit jen ten, kdo u nás byl. Ovocné sady, pěkná slovenská škola, skoro hotová sokolovna, velká skladiště hospodářského družstva a tý Agrosol, dokazují rychlý rozkvět naší kolonie.	[498, 963, 877, 1061]
met-cell: 764	[262, 885, 307, 898]
column-rule	[1282, 128, 1284, 2130]
met-cell: 18	[307, 912, 326, 925]
weather-para: Od Francie postupuje do vnitrozemí velmi hluboká porucha a tlak vzduchu v souvislosti s tím u nás silně klesá. Za převážně jihovýchodního, až jižního větru se 21. t. m. ve střední Evropě, na přední straně zmíněné poruchy, poněkud oteplilo. Místy vystoupila teplota nad 10 st. Do našich krajin se rozšiřuje od západu pásmo deště.	[98, 211, 477, 294]
main-para: Cukrářství a pekařství: konfiserie, bonbony, desserty a pod.	[912, 563, 1259, 576]
colony-article: Tragedie čsl. kolonie v Köbölkútu. Za malým maďarským městečkem prostírá se naše čs. kolonie. Patnáct hospodář. stavení a jedna v patnáct druhé stranu cesty. Co vytvořilo 18 let práce, může ocenit jen ten, kdo u nás byl. Ovocné sady, pěkná slovenská škola, skoro hotová sokolovna, velká skladiště hospodářského družstva a tý Agrosol, dokazují rychlý rozkvět naší kolonie. My s důvěrou očekávali novou vládu. Nebylo žádného roku, kdy by z toho hospodaření nebyla schopna a připraveno. Poslední týdny, po půl rokem vojsk přišla do obce a poslední ohlášení a vyhrožování a obsazení národnostních, ulice i domy byly plné jeho vojska. Když jsme v den odjezdu vojska byli na různých a jinak nucených, nepodařilo se zjistit, kdo se o dalším dni dokázal podat. Národní hospodářství a zdraví všech obyvatel se po obsazení přenesli do jiných obydlí a v noci vyklízí všechen majetek. Prohlídka za prohlídkou ve dne v noci, žalář v Parkáni a konečně propuštění s kazatelem příbuzných a jednoho přibyli k nám, řádně po kolonii vyšetřeno. Ta jsou tam jako v Ipelu a rozeskupené a kořeny se nás rozprchly. Naši lidé tam ovšem nejsou, ti však ani na dobrém poli, ani na pomoc nejsou, nikdo se neodvážil. Jsme lidé, byli jsme tam 18 let nejsme lid vyhánějí, a nám se to dnes zdá. Dnes jen kdo je mohl vidět, vše je hotovo. Kolonista z Köbölkútu. * První zastávka. V neděli přijelo do Turnova více osobních aut z Jablonecka a Liberecka. A všechna auta měla své první zastávky u uzeňářských obchodů, které v neděli dopoledne otevřeny. V zabraném území se prodávají pohledniceobrazníky. Dokladem toho, že naše území vzpomínají ve všech úhlech, je ten fakt, že v zabraném území byly již vydány obrazníky Ústí nad Labem s nápisem Winterhilfe, Nyní byly z těchto oponovány a odkloněny v pohlednicích, které jsou v celém zabraném území. Stavba technického musea v Praze. Začátkem t. m. byla v Praze VII. na Letné zahájena stavba Technického musea, jež v budoucnu bude vedle Národního musea největší naší kulturní institucí. Pro stavbu byla připravena plocha o výměře přes 12.000 m², z níž budova zabere 6.500 m². Stavba, jejíž náklad je odhadnut na 27 mil. Kč, bude ukončena do dvou let. Po dostavění bude v ní umístěno vše, co se nyní nalézá v provizorních místnostech, a co se v Technickém museu nahromadilo za dobu přes 20 let. Těžce zraněn nákladním autem. Včera ráno před 7. hodinou byl přejet nákladním autem v Holešovicích 43letý Karel Flieger, zedník z Bubenče. Byl převezen do nemocnice a jeho stav je vážný. Zraněný 18letý Karel Flieger, zedník z Bubenče, utrpěl zlomeninu lebky a pohmoždění hlavy a jeho stav je povážlivý. Karel Flieger. Zraněn byl také jeden z chodců, který byl strčen do cesty auta. Řidič byl zadržen na místě a byla proti němu zavedena trestní šetření. J. V.	[498, 897, 877, 1723]
meteor-text: Z Frankfurtu n. M. V neděli večer byl zde pozorován meteor, provázený kometovým chvostem, který vyzařoval modravé světlo. Meteor byl pozorován též v Mnichově, Karlsruhe a v okolí Heidelbergu a Freiburgu.	[98, 1002, 477, 1057]
met-cell: Londýn	[98, 819, 262, 832]
met-cell: Bratislava	[98, 780, 262, 793]
met-cell: 7	[307, 872, 326, 885]
met-table-row	[98, 912, 477, 925]
met-cell: 757	[262, 753, 307, 766]
accidents-para: Na Hlávkově mostě u Holešovic se stala hromadná srážka trolejbusu s autem. Po poledni jel tam osobním autem Josef Jílecek, továrník z Prahy, který při předjíždění narazil do trolejbusu jedoucího k Holešovicím. Auto bylo poškozeno a řidič utrpěl poranění hlavy. Přivolaná lékařská služba mu poskytla první pomoc.	[894, 1460, 1273, 1544]
main-para: Ve výrobě šumivých vín: radiorobchod a jiné složeniny.	[912, 644, 1231, 657]
met-cell: J4	[326, 898, 363, 912]
currency-cell: Kč	[368, 1723, 387, 1739]
met-table-row	[98, 832, 477, 846]
phone-note: Úplné uvolnění telefonního styku do ciziny. Ministerstvo pošt oznamuje, že telefonní styk se všemi státy, s nimiž byl před mobilisací zaveden, je opět v plném rozsahu obnoven. Omezení, která byla zavedena v zájmu obrany, byla zrušena.	[894, 1661, 1273, 1716]
currency-cell: 65.—	[439, 1672, 474, 1688]
weather-para: Srážky: Severozápadní Čechy 1 až 2 mm, jinde pouze nepatrné nebo beze srážek.	[98, 488, 477, 515]
currency-cell: 605.—	[430, 1638, 474, 1654]
main-para: V oboru živnosti kupecké: koloniál, delikatessy a pod.	[912, 343, 1224, 357]
currency-row	[98, 1705, 477, 1722]
met-cell: 757	[262, 766, 307, 780]
met-cell: 17	[307, 846, 326, 859]
met-cell: ½zataž.	[363, 806, 414, 819]
met-cell: 758	[262, 780, 307, 793]
met-cell: 12	[307, 898, 326, 912]
philately-para: který zaznamenává jen známky Evropy, má letos již 621 stránek. Vydavatel znatelně rozšířil katalog o nové známky a opravil ceny. Mimo to přidal některé nové zajímavé údaje o známkách. Švýcarský katalog je velmi oblíbený mezi sběrateli, neboť jeho ceny jsou přesné a odpovídají skutečnosti. Katalog je nepostradatelný pro každého filatelistu.	[1291, 1087, 1631, 1185]
met-table-row	[98, 846, 477, 859]
main-para: Cizojazyčné názvy zákonem chráněných obchodních značek zboží jsou dovoleny pouze v mezích platných předpisů o povolování reklam § 3., podle kterých je dovoleno vyvěšovati výrobní značky na veřejném statku pouze hlavním závodům na jejich sídle, jejich obchodním zastupcům jak jen v tom případě, tvoří-li dotyčné zboží jediný neb hlavní předmět obchodování; ale i v tom případě je to připustno toliko ve spojení s označením firmy, při čemž toto označení musí býti hlavním předmětem reklamy.	[498, 442, 873, 567]
currency-cell: Kč	[368, 1774, 387, 1790]
met-cell: Řím	[98, 912, 262, 925]
currency-cell: říšských marek (mincí)	[143, 1621, 302, 1637]
met-cell: 1	[414, 872, 445, 885]
met-cell: zataž.	[363, 898, 414, 912]
colony-news: Karel Flieger. Zraněn byl také jeden z chodců, který byl strčen do cesty auta. Řidič byl zadržen na místě a byla proti němu zavedena trestní šetření.	[498, 1665, 877, 1707]
met-cell: 9	[307, 832, 326, 846]
met-table-row	[98, 806, 477, 819]
philately-para: Tedy za krátko bude tomu 20 let od vydání prvních našich známek. Jak jsme již sdělili, naše poštovní správa připravovala k letošnímu výročí republiky pamětní sérii známek s portrétem zakladatele republiky T. G. Masaryka. Pro nedávné smutné události byl tento program změněn a připravované poštovní známky, ovšem v omezeném počtu hodnot, budou vydány k 20. výročí prvních československých známek. Nové známky v rytině provedl rytec B. Heinz.	[1291, 640, 1631, 766]
met-cell: J2	[326, 793, 363, 806]
signature-block	[1291, 570, 1631, 634]
met-cell: Varšava	[98, 872, 262, 885]
main-para: Fotografickém: Fotostudio, fotopotřeby a pod.	[912, 485, 1181, 498]
currency-cell: maďarských pengő	[143, 1638, 274, 1654]
met-cell: 4	[445, 766, 477, 780]
met-cell: —	[414, 780, 445, 793]
met-cell: 14	[307, 793, 326, 806]
main-para: V oboru textilním: vinostyl, vinoklub, kravatklub, lordkravates a pod.	[899, 455, 1273, 482]
met-cell: zataž.	[363, 885, 414, 898]
met-cell: VSV1	[326, 819, 363, 832]
currency-cell: 100	[112, 1740, 138, 1756]
main-subtitle: Proti cizojazyčným nápisům a reklamám.	[700, 195, 1072, 214]
met-cell: Vídeň	[98, 898, 262, 912]
main-para: Nápisy mezinárodních společností, hlavně cestovních, není proti dovoleno, pokud dovoleny pouze, jsou-li tak protokolovány.	[498, 571, 873, 612]
met-cell: JJV4	[326, 859, 363, 872]
met-col-head: Tlak vzduchu v mm redukovaný na hl. moře	[265, 654, 302, 731]
currency-row	[98, 1671, 477, 1688]
main-para: V kloboučnické: chapeaux a j.	[912, 393, 1086, 406]
insurance-text: sděluje, že na základě usnesení správní komise a správního výboru o dočasném omezení výplaty dávek soukromých úředníků a zřízenců v Praze, s přihlédnutím k usnesení poradního sboru pojišťovny, byly dávky sníženy od 1. ledna 1939. Pojištěnci, kteří uplatňují nároky na dávky, nechť se dostaví do kanceláře pojišťovny nebo u svého zaměstnavatele.	[1291, 1448, 1631, 1546]
met-cell: 6	[414, 859, 445, 872]
met-cell: zataž.	[363, 740, 414, 753]
meteor-subtitle: Byl provázen kometovým chvostem.	[168, 987, 407, 1001]
currency-cell: 1	[129, 1706, 138, 1722]
catalog-heading: Z katalogů na rok 1939.	[1323, 914, 1599, 938]
met-cell: 2	[307, 885, 326, 898]
met-cell: JJV5	[326, 846, 363, 859]
saratica-ad	[1291, 1559, 1631, 1704]
currency-row	[98, 1637, 477, 1654]
